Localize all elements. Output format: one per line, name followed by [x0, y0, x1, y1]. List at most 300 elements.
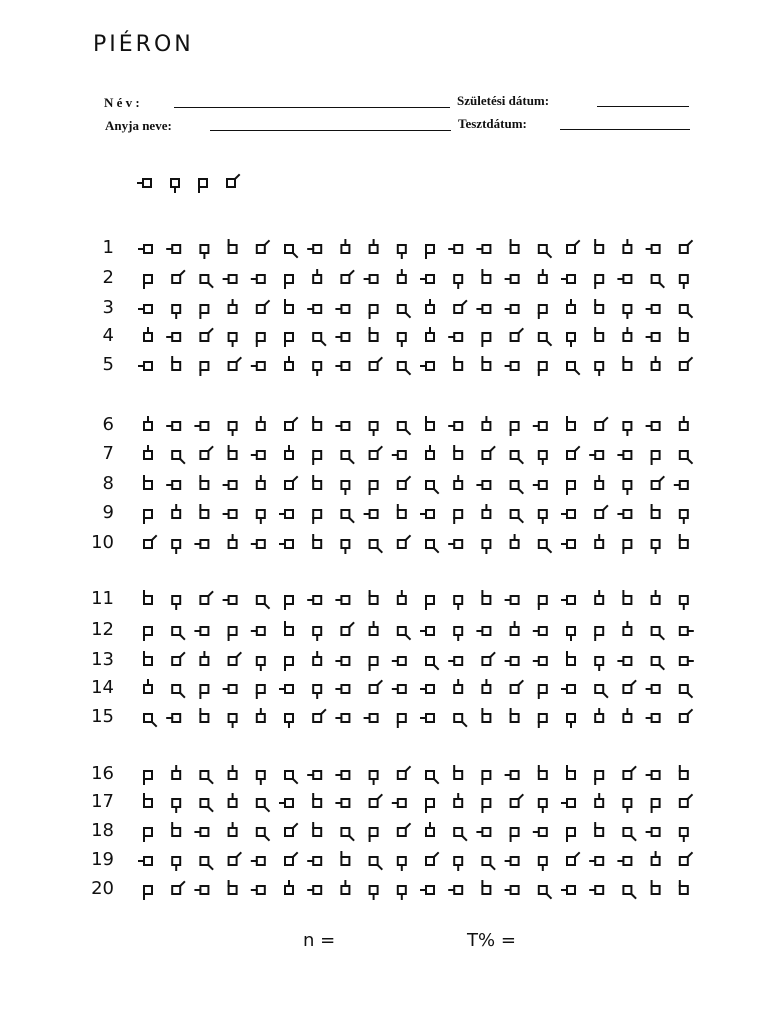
test-symbol[interactable]: [562, 275, 575, 283]
test-symbol[interactable]: [511, 510, 523, 522]
test-symbol[interactable]: [252, 857, 265, 865]
test-symbol[interactable]: [172, 451, 184, 463]
test-symbol[interactable]: [229, 240, 237, 253]
test-symbol[interactable]: [562, 685, 575, 693]
test-symbol[interactable]: [426, 481, 438, 493]
test-symbol[interactable]: [144, 328, 152, 341]
test-symbol[interactable]: [341, 510, 353, 522]
test-symbol[interactable]: [595, 627, 603, 640]
test-symbol[interactable]: [426, 657, 438, 669]
test-symbol[interactable]: [313, 362, 321, 375]
test-symbol[interactable]: [623, 481, 631, 494]
test-symbol[interactable]: [567, 241, 579, 253]
test-symbol[interactable]: [454, 596, 462, 609]
test-symbol[interactable]: [539, 362, 547, 375]
test-symbol[interactable]: [449, 886, 462, 894]
test-symbol[interactable]: [224, 275, 237, 283]
test-symbol[interactable]: [680, 305, 692, 317]
test-symbol[interactable]: [482, 540, 490, 553]
test-symbol[interactable]: [144, 794, 152, 807]
test-symbol[interactable]: [336, 685, 349, 693]
test-symbol[interactable]: [426, 540, 438, 552]
test-symbol[interactable]: [506, 275, 519, 283]
test-symbol[interactable]: [365, 275, 378, 283]
test-symbol[interactable]: [567, 417, 575, 430]
test-symbol[interactable]: [595, 506, 607, 518]
test-symbol[interactable]: [680, 828, 688, 841]
test-symbol[interactable]: [172, 627, 184, 639]
test-symbol[interactable]: [454, 714, 466, 726]
test-symbol[interactable]: [370, 540, 382, 552]
test-symbol[interactable]: [365, 714, 378, 722]
test-symbol[interactable]: [421, 627, 434, 635]
test-symbol[interactable]: [167, 481, 180, 489]
test-symbol[interactable]: [336, 333, 349, 341]
test-symbol[interactable]: [195, 886, 208, 894]
test-symbol[interactable]: [567, 333, 575, 346]
test-symbol[interactable]: [680, 853, 692, 865]
test-symbol[interactable]: [680, 657, 693, 665]
test-symbol[interactable]: [370, 305, 378, 318]
test-symbol[interactable]: [257, 476, 265, 489]
test-symbol[interactable]: [590, 886, 603, 894]
test-symbol[interactable]: [652, 881, 660, 894]
test-symbol[interactable]: [393, 657, 406, 665]
test-symbol[interactable]: [426, 799, 434, 812]
test-symbol[interactable]: [257, 799, 269, 811]
test-symbol[interactable]: [623, 328, 631, 341]
test-symbol[interactable]: [172, 857, 180, 870]
test-symbol[interactable]: [172, 653, 184, 665]
test-symbol[interactable]: [308, 886, 321, 894]
test-symbol[interactable]: [341, 623, 353, 635]
test-symbol[interactable]: [647, 422, 660, 430]
test-symbol[interactable]: [595, 685, 607, 697]
test-symbol[interactable]: [370, 328, 378, 341]
test-symbol[interactable]: [257, 333, 265, 346]
test-symbol[interactable]: [252, 886, 265, 894]
test-symbol[interactable]: [567, 447, 579, 459]
test-symbol[interactable]: [370, 358, 382, 370]
test-symbol[interactable]: [595, 418, 607, 430]
test-symbol[interactable]: [675, 481, 688, 489]
test-symbol[interactable]: [200, 652, 208, 665]
test-symbol[interactable]: [398, 422, 410, 434]
test-symbol[interactable]: [680, 766, 688, 779]
test-symbol[interactable]: [647, 305, 660, 313]
test-symbol[interactable]: [285, 853, 297, 865]
test-symbol[interactable]: [647, 333, 660, 341]
test-symbol[interactable]: [336, 714, 349, 722]
test-symbol[interactable]: [398, 714, 406, 727]
test-symbol[interactable]: [680, 795, 692, 807]
test-symbol[interactable]: [595, 657, 603, 670]
test-symbol[interactable]: [285, 418, 297, 430]
test-symbol[interactable]: [595, 709, 603, 722]
test-symbol[interactable]: [200, 685, 208, 698]
test-symbol[interactable]: [257, 657, 265, 670]
test-symbol[interactable]: [567, 481, 575, 494]
test-symbol[interactable]: [652, 451, 660, 464]
test-symbol[interactable]: [336, 305, 349, 313]
test-symbol[interactable]: [313, 627, 321, 640]
test-symbol[interactable]: [257, 241, 269, 253]
test-symbol[interactable]: [229, 881, 237, 894]
test-symbol[interactable]: [308, 245, 321, 253]
test-symbol[interactable]: [336, 657, 349, 665]
test-symbol[interactable]: [595, 300, 603, 313]
test-symbol[interactable]: [652, 540, 660, 553]
test-symbol[interactable]: [200, 305, 208, 318]
test-symbol[interactable]: [252, 540, 265, 548]
test-symbol[interactable]: [370, 795, 382, 807]
test-symbol[interactable]: [506, 857, 519, 865]
test-symbol[interactable]: [224, 481, 237, 489]
test-symbol[interactable]: [482, 357, 490, 370]
test-symbol[interactable]: [534, 657, 547, 665]
test-symbol[interactable]: [454, 680, 462, 693]
test-symbol[interactable]: [144, 828, 152, 841]
test-symbol[interactable]: [511, 681, 523, 693]
test-symbol[interactable]: [285, 881, 293, 894]
test-symbol[interactable]: [539, 685, 547, 698]
test-symbol[interactable]: [229, 422, 237, 435]
test-symbol[interactable]: [539, 766, 547, 779]
test-symbol[interactable]: [647, 685, 660, 693]
test-symbol[interactable]: [562, 886, 575, 894]
test-symbol[interactable]: [200, 362, 208, 375]
test-symbol[interactable]: [224, 596, 237, 604]
test-symbol[interactable]: [257, 510, 265, 523]
test-symbol[interactable]: [370, 657, 378, 670]
test-symbol[interactable]: [652, 275, 664, 287]
test-symbol[interactable]: [482, 591, 490, 604]
test-symbol[interactable]: [252, 627, 265, 635]
test-symbol[interactable]: [229, 300, 237, 313]
test-symbol[interactable]: [144, 652, 152, 665]
test-symbol[interactable]: [506, 362, 519, 370]
test-symbol[interactable]: [285, 596, 293, 609]
test-symbol[interactable]: [172, 685, 184, 697]
test-symbol[interactable]: [341, 481, 349, 494]
test-symbol[interactable]: [623, 357, 631, 370]
test-symbol[interactable]: [370, 681, 382, 693]
test-symbol[interactable]: [200, 799, 212, 811]
test-symbol[interactable]: [482, 709, 490, 722]
test-symbol[interactable]: [167, 714, 180, 722]
test-symbol[interactable]: [454, 446, 462, 459]
test-symbol[interactable]: [595, 476, 603, 489]
test-symbol[interactable]: [454, 794, 462, 807]
test-symbol[interactable]: [336, 596, 349, 604]
test-symbol[interactable]: [229, 446, 237, 459]
test-symbol[interactable]: [482, 881, 490, 894]
test-symbol[interactable]: [539, 799, 547, 812]
test-symbol[interactable]: [313, 823, 321, 836]
test-symbol[interactable]: [680, 451, 692, 463]
test-symbol[interactable]: [285, 824, 297, 836]
test-symbol[interactable]: [398, 245, 406, 258]
test-symbol[interactable]: [139, 305, 152, 313]
test-symbol[interactable]: [539, 270, 547, 283]
test-symbol[interactable]: [313, 417, 321, 430]
test-symbol[interactable]: [285, 657, 293, 670]
test-symbol[interactable]: [511, 329, 523, 341]
test-symbol[interactable]: [167, 245, 180, 253]
test-symbol[interactable]: [229, 794, 237, 807]
test-symbol[interactable]: [195, 422, 208, 430]
test-symbol[interactable]: [398, 536, 410, 548]
test-symbol[interactable]: [618, 451, 631, 459]
test-symbol[interactable]: [454, 627, 462, 640]
test-symbol[interactable]: [454, 510, 462, 523]
test-symbol[interactable]: [313, 685, 321, 698]
test-symbol[interactable]: [623, 240, 631, 253]
test-symbol[interactable]: [229, 535, 237, 548]
test-symbol[interactable]: [482, 857, 494, 869]
test-symbol[interactable]: [224, 685, 237, 693]
test-symbol[interactable]: [257, 709, 265, 722]
test-symbol[interactable]: [200, 709, 208, 722]
test-symbol[interactable]: [195, 828, 208, 836]
test-symbol[interactable]: [200, 857, 212, 869]
test-symbol[interactable]: [506, 657, 519, 665]
test-symbol[interactable]: [652, 852, 660, 865]
test-symbol[interactable]: [200, 329, 212, 341]
test-symbol[interactable]: [313, 794, 321, 807]
test-symbol[interactable]: [680, 535, 688, 548]
test-symbol[interactable]: [652, 591, 660, 604]
test-symbol[interactable]: [398, 767, 410, 779]
test-symbol[interactable]: [398, 333, 406, 346]
test-symbol[interactable]: [539, 451, 547, 464]
test-symbol[interactable]: [257, 828, 269, 840]
test-symbol[interactable]: [623, 709, 631, 722]
test-symbol[interactable]: [482, 417, 490, 430]
test-symbol[interactable]: [229, 823, 237, 836]
test-symbol[interactable]: [482, 680, 490, 693]
test-symbol[interactable]: [567, 627, 575, 640]
test-symbol[interactable]: [623, 886, 635, 898]
test-symbol[interactable]: [595, 794, 603, 807]
test-symbol[interactable]: [680, 358, 692, 370]
test-symbol[interactable]: [511, 240, 519, 253]
test-symbol[interactable]: [590, 451, 603, 459]
test-symbol[interactable]: [229, 766, 237, 779]
test-symbol[interactable]: [313, 535, 321, 548]
test-symbol[interactable]: [506, 305, 519, 313]
test-symbol[interactable]: [144, 627, 152, 640]
test-symbol[interactable]: [449, 245, 462, 253]
test-symbol[interactable]: [280, 540, 293, 548]
test-symbol[interactable]: [172, 357, 180, 370]
test-symbol[interactable]: [341, 828, 353, 840]
test-symbol[interactable]: [144, 591, 152, 604]
test-symbol[interactable]: [398, 857, 406, 870]
test-symbol[interactable]: [539, 714, 547, 727]
test-symbol[interactable]: [454, 766, 462, 779]
test-symbol[interactable]: [539, 886, 551, 898]
test-symbol[interactable]: [280, 685, 293, 693]
test-symbol[interactable]: [595, 240, 603, 253]
test-symbol[interactable]: [652, 657, 664, 669]
test-symbol[interactable]: [623, 799, 631, 812]
test-symbol[interactable]: [567, 828, 575, 841]
test-symbol[interactable]: [421, 886, 434, 894]
test-symbol[interactable]: [365, 510, 378, 518]
test-symbol[interactable]: [370, 828, 378, 841]
test-symbol[interactable]: [477, 305, 490, 313]
test-symbol[interactable]: [618, 857, 631, 865]
test-symbol[interactable]: [534, 627, 547, 635]
test-symbol[interactable]: [398, 627, 410, 639]
test-symbol[interactable]: [398, 305, 410, 317]
test-symbol[interactable]: [341, 881, 349, 894]
test-symbol[interactable]: [511, 451, 523, 463]
test-symbol[interactable]: [680, 627, 693, 635]
test-symbol[interactable]: [144, 275, 152, 288]
test-symbol[interactable]: [506, 886, 519, 894]
test-symbol[interactable]: [680, 596, 688, 609]
test-symbol[interactable]: [398, 505, 406, 518]
test-symbol[interactable]: [398, 824, 410, 836]
test-symbol[interactable]: [229, 627, 237, 640]
test-symbol[interactable]: [511, 622, 519, 635]
test-symbol[interactable]: [647, 828, 660, 836]
test-symbol[interactable]: [285, 333, 293, 346]
test-symbol[interactable]: [652, 357, 660, 370]
test-symbol[interactable]: [308, 771, 321, 779]
test-symbol[interactable]: [370, 771, 378, 784]
test-symbol[interactable]: [200, 447, 212, 459]
test-symbol[interactable]: [144, 417, 152, 430]
test-symbol[interactable]: [139, 362, 152, 370]
test-symbol[interactable]: [393, 799, 406, 807]
test-symbol[interactable]: [595, 823, 603, 836]
test-symbol[interactable]: [482, 771, 490, 784]
test-symbol[interactable]: [449, 422, 462, 430]
test-symbol[interactable]: [398, 591, 406, 604]
test-symbol[interactable]: [341, 540, 349, 553]
test-symbol[interactable]: [370, 447, 382, 459]
test-symbol[interactable]: [172, 882, 184, 894]
test-symbol[interactable]: [477, 627, 490, 635]
test-symbol[interactable]: [539, 596, 547, 609]
test-symbol[interactable]: [511, 535, 519, 548]
test-symbol[interactable]: [454, 301, 466, 313]
test-symbol[interactable]: [398, 886, 406, 899]
test-symbol[interactable]: [285, 771, 297, 783]
test-symbol[interactable]: [595, 771, 603, 784]
test-symbol[interactable]: [482, 653, 494, 665]
test-symbol[interactable]: [172, 305, 180, 318]
test-symbol[interactable]: [623, 591, 631, 604]
test-symbol[interactable]: [623, 422, 631, 435]
test-symbol[interactable]: [229, 333, 237, 346]
test-symbol[interactable]: [454, 857, 462, 870]
test-symbol[interactable]: [308, 305, 321, 313]
test-symbol[interactable]: [652, 627, 664, 639]
test-symbol[interactable]: [421, 714, 434, 722]
test-symbol[interactable]: [618, 510, 631, 518]
test-symbol[interactable]: [567, 766, 575, 779]
test-symbol[interactable]: [285, 622, 293, 635]
test-symbol[interactable]: [172, 505, 180, 518]
test-symbol[interactable]: [539, 333, 551, 345]
test-symbol[interactable]: [539, 510, 547, 523]
test-symbol[interactable]: [562, 510, 575, 518]
test-symbol[interactable]: [482, 270, 490, 283]
test-symbol[interactable]: [200, 592, 212, 604]
test-symbol[interactable]: [680, 710, 692, 722]
test-symbol[interactable]: [313, 710, 325, 722]
test-symbol[interactable]: [595, 328, 603, 341]
test-symbol[interactable]: [370, 591, 378, 604]
test-symbol[interactable]: [623, 622, 631, 635]
test-symbol[interactable]: [172, 766, 180, 779]
test-symbol[interactable]: [398, 477, 410, 489]
test-symbol[interactable]: [623, 828, 635, 840]
test-symbol[interactable]: [482, 447, 494, 459]
test-symbol[interactable]: [426, 823, 434, 836]
test-symbol[interactable]: [200, 771, 212, 783]
test-symbol[interactable]: [257, 596, 269, 608]
test-symbol[interactable]: [257, 301, 269, 313]
test-symbol[interactable]: [200, 245, 208, 258]
test-symbol[interactable]: [341, 240, 349, 253]
test-symbol[interactable]: [172, 823, 180, 836]
test-symbol[interactable]: [647, 771, 660, 779]
test-symbol[interactable]: [172, 271, 184, 283]
test-symbol[interactable]: [449, 657, 462, 665]
test-symbol[interactable]: [285, 275, 293, 288]
test-symbol[interactable]: [144, 536, 156, 548]
test-symbol[interactable]: [341, 852, 349, 865]
test-symbol[interactable]: [393, 685, 406, 693]
test-symbol[interactable]: [623, 305, 631, 318]
test-symbol[interactable]: [680, 275, 688, 288]
test-symbol[interactable]: [285, 245, 297, 257]
test-symbol[interactable]: [562, 540, 575, 548]
test-symbol[interactable]: [680, 417, 688, 430]
test-symbol[interactable]: [482, 333, 490, 346]
test-symbol[interactable]: [623, 540, 631, 553]
test-symbol[interactable]: [511, 422, 519, 435]
test-symbol[interactable]: [567, 362, 579, 374]
test-symbol[interactable]: [308, 857, 321, 865]
test-symbol[interactable]: [426, 417, 434, 430]
test-symbol[interactable]: [562, 799, 575, 807]
test-symbol[interactable]: [229, 653, 241, 665]
test-symbol[interactable]: [144, 771, 152, 784]
test-symbol[interactable]: [280, 799, 293, 807]
test-symbol[interactable]: [477, 245, 490, 253]
test-symbol[interactable]: [144, 886, 152, 899]
test-symbol[interactable]: [590, 857, 603, 865]
test-symbol[interactable]: [539, 305, 547, 318]
test-symbol[interactable]: [285, 714, 293, 727]
test-symbol[interactable]: [562, 596, 575, 604]
test-symbol[interactable]: [421, 685, 434, 693]
test-symbol[interactable]: [370, 622, 378, 635]
test-symbol[interactable]: [144, 446, 152, 459]
test-symbol[interactable]: [252, 275, 265, 283]
test-symbol[interactable]: [370, 481, 378, 494]
test-symbol[interactable]: [534, 828, 547, 836]
test-symbol[interactable]: [252, 451, 265, 459]
test-symbol[interactable]: [652, 505, 660, 518]
test-symbol[interactable]: [511, 481, 523, 493]
